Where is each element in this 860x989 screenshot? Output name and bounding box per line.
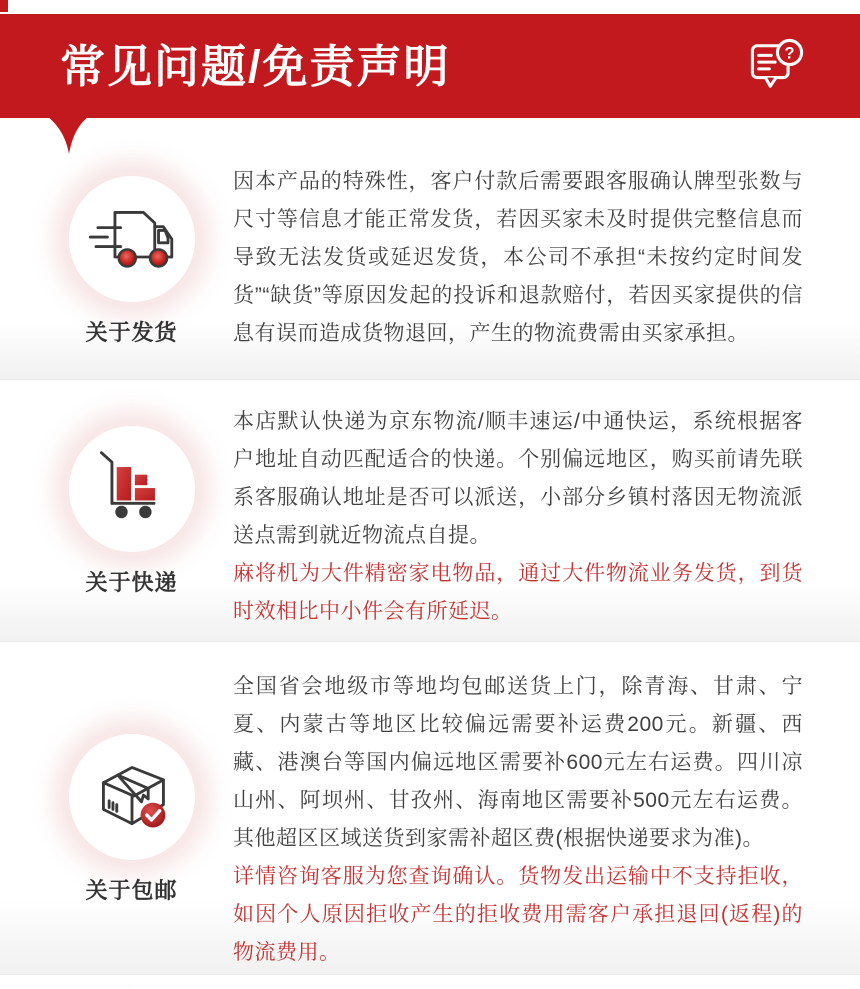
- top-strip: [0, 0, 860, 14]
- banner-pointer-decoration: [48, 117, 88, 155]
- paragraph: 因本产品的特殊性，客户付款后需要跟客服确认牌型张数与尺寸等信息才能正常发货，若因买家未及时提供完整信息而导致无法发货或延迟发货，本公司不承担“未按约定时间发货”“缺货”等原因发起的投诉和退款赔付，若因买家提供的信息有误而造成货物退回，产生的物流费需由买家承担。: [233, 170, 803, 345]
- paragraph: 本店默认快递为京东物流/顺丰速运/中通快运，系统根据客户地址自动匹配适合的快递。个别偏远地区，购买前请先联系客服确认地址是否可以派送，小部分乡镇村落因无物流派送点需到就近物流点自提。: [233, 410, 803, 547]
- page-title: 常见问题/免责声明: [60, 40, 451, 92]
- paragraph: 全国省会地级市等地均包邮送货上门，除青海、甘肃、宁夏、内蒙古等地区比较偏远需要补运费200元。新疆、西藏、港澳台等国内偏远地区需要补600元左右运费。四川凉山州、阿坝州、甘孜州、海南地区需要补500元左右运费。其他超区区域送货到家需补超区费(根据快递要求为准)。: [233, 675, 803, 850]
- top-corner-decoration: [0, 0, 8, 12]
- svg-text:?: ?: [784, 44, 795, 63]
- section-header-banner: [0, 14, 860, 118]
- section-shipping-icon-column: [0, 118, 233, 379]
- chat-question-icon: [750, 37, 804, 95]
- section-free-shipping-label: 关于包邮: [85, 878, 178, 903]
- package-check-icon: [69, 734, 195, 860]
- section-free-shipping-text: [233, 642, 803, 974]
- section-free-shipping-icon-column: [0, 642, 233, 974]
- hand-truck-icon: [69, 426, 195, 552]
- section-shipping: [0, 118, 860, 380]
- section-express-icon-column: [0, 380, 233, 641]
- next-icon-glow-decoration: [40, 975, 220, 989]
- section-free-shipping: [0, 642, 860, 975]
- section-express-label: 关于快递: [85, 570, 178, 595]
- section-shipping-label: 关于发货: [85, 320, 178, 345]
- section-shipping-text: [233, 118, 803, 379]
- paragraph-alert: 详情咨询客服为您查询确认。货物发出运输中不支持拒收，如因个人原因拒收产生的拒收费用需客户承担退回(返程)的物流费用。: [233, 865, 803, 964]
- section-express-text: [233, 380, 803, 641]
- next-section-preview: [0, 975, 860, 989]
- delivery-truck-icon: [69, 176, 195, 302]
- paragraph-alert: 麻将机为大件精密家电物品，通过大件物流业务发货，到货时效相比中小件会有所延迟。: [233, 562, 803, 623]
- section-express: [0, 380, 860, 642]
